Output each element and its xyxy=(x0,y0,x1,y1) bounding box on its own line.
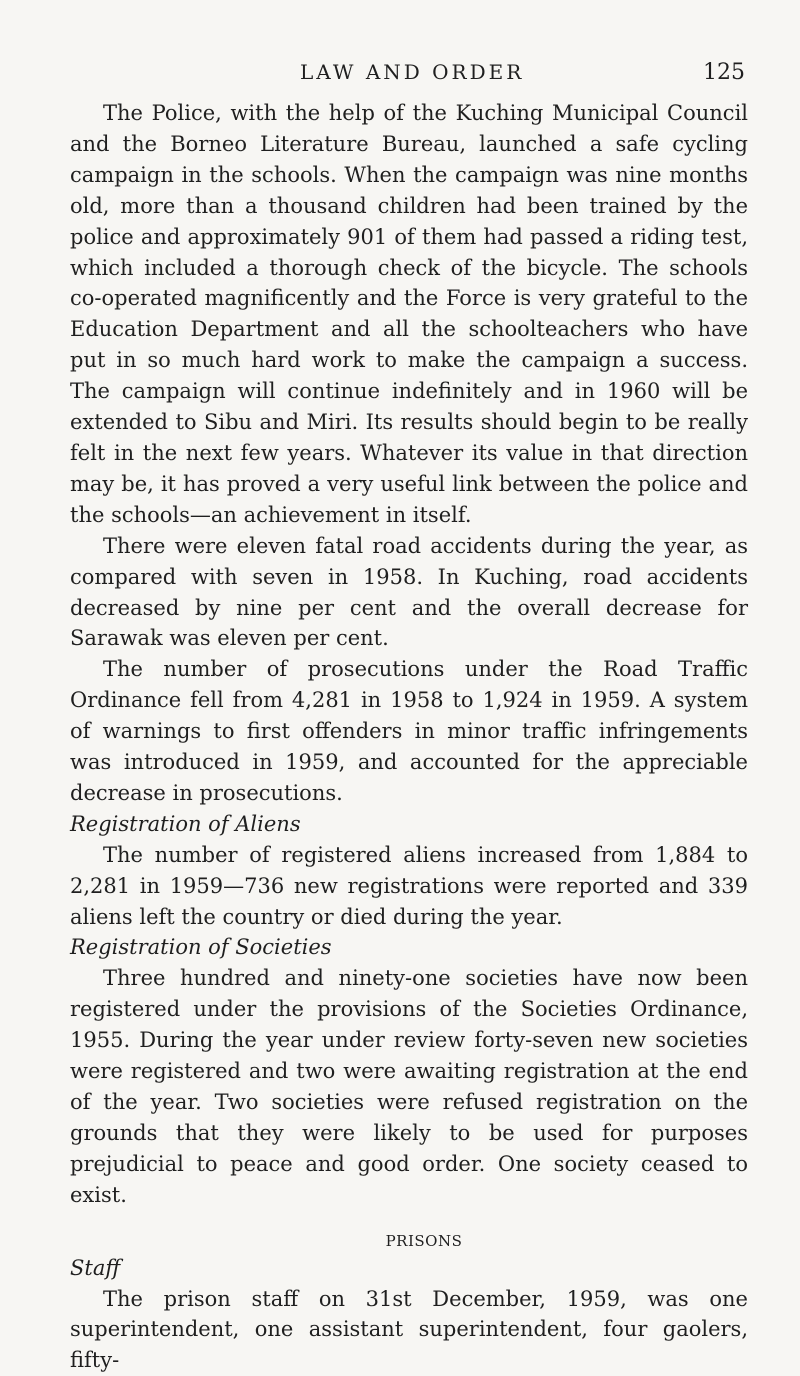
running-title: LAW AND ORDER xyxy=(300,60,525,84)
paragraph-prison-staff: The prison staff on 31st December, 1959, was one superintendent, one assistant superintendent, four gaolers, fifty- xyxy=(70,1286,748,1373)
subheading-registration-of-aliens: Registration of Aliens xyxy=(70,811,301,836)
page-number: 125 xyxy=(703,60,745,85)
section-heading-prisons: PRISONS xyxy=(385,1231,463,1250)
body-text xyxy=(70,98,748,1376)
paragraph-aliens: The number of registered aliens increased from 1,884 to 2,281 in 1959—736 new registrations were reported and 339 aliens left the country or died during the year. xyxy=(70,842,748,929)
paragraph-safe-cycling: The Police, with the help of the Kuching Municipal Council and the Borneo Literature Bureau, launched a safe cycling campaign in the schools. When the campaign was nine months old, more than a thousand children had been trained by the police and approximately 901 of them had passed a riding test, which included a thorough check of the bicycle. The schools co-operated magnificently and the Force is very grateful to the Education Department and all the schoolteachers who have put in so much hard work to make the campaign a success. The campaign will continue indefinitely and in 1960 will be extended to Sibu and Miri. Its results should begin to be really felt in the next few years. Whatever its value in that direction may be, it has proved a very useful link between the police and the schools—an achievement in itself. xyxy=(70,101,748,527)
subheading-staff: Staff xyxy=(70,1255,121,1280)
paragraph-fatal-accidents: There were eleven fatal road accidents during the year, as compared with seven in 1958. In Kuching, road accidents decreased by nine per cent and the overall decrease for Sarawak was eleven per cent. xyxy=(70,533,748,651)
subheading-registration-of-societies: Registration of Societies xyxy=(70,935,332,960)
paragraph-traffic-prosecutions: The number of prosecutions under the Road Traffic Ordinance fell from 4,281 in 1958 to 1,924 in 1959. A system of warnings to first offenders in minor traffic infringements was introduced in 1959, and accounted for the appreciable decrease in prosecutions. xyxy=(70,657,748,805)
paragraph-societies: Three hundred and ninety-one societies have now been registered under the provisions of the Societies Ordinance, 1955. During the year under review forty-seven new societies were registered and two were awaiting registration at the end of the year. Two societies were refused registration on the grounds that they were likely to be used for purposes prejudicial to peace and good order. One society ceased to exist. xyxy=(70,966,748,1207)
